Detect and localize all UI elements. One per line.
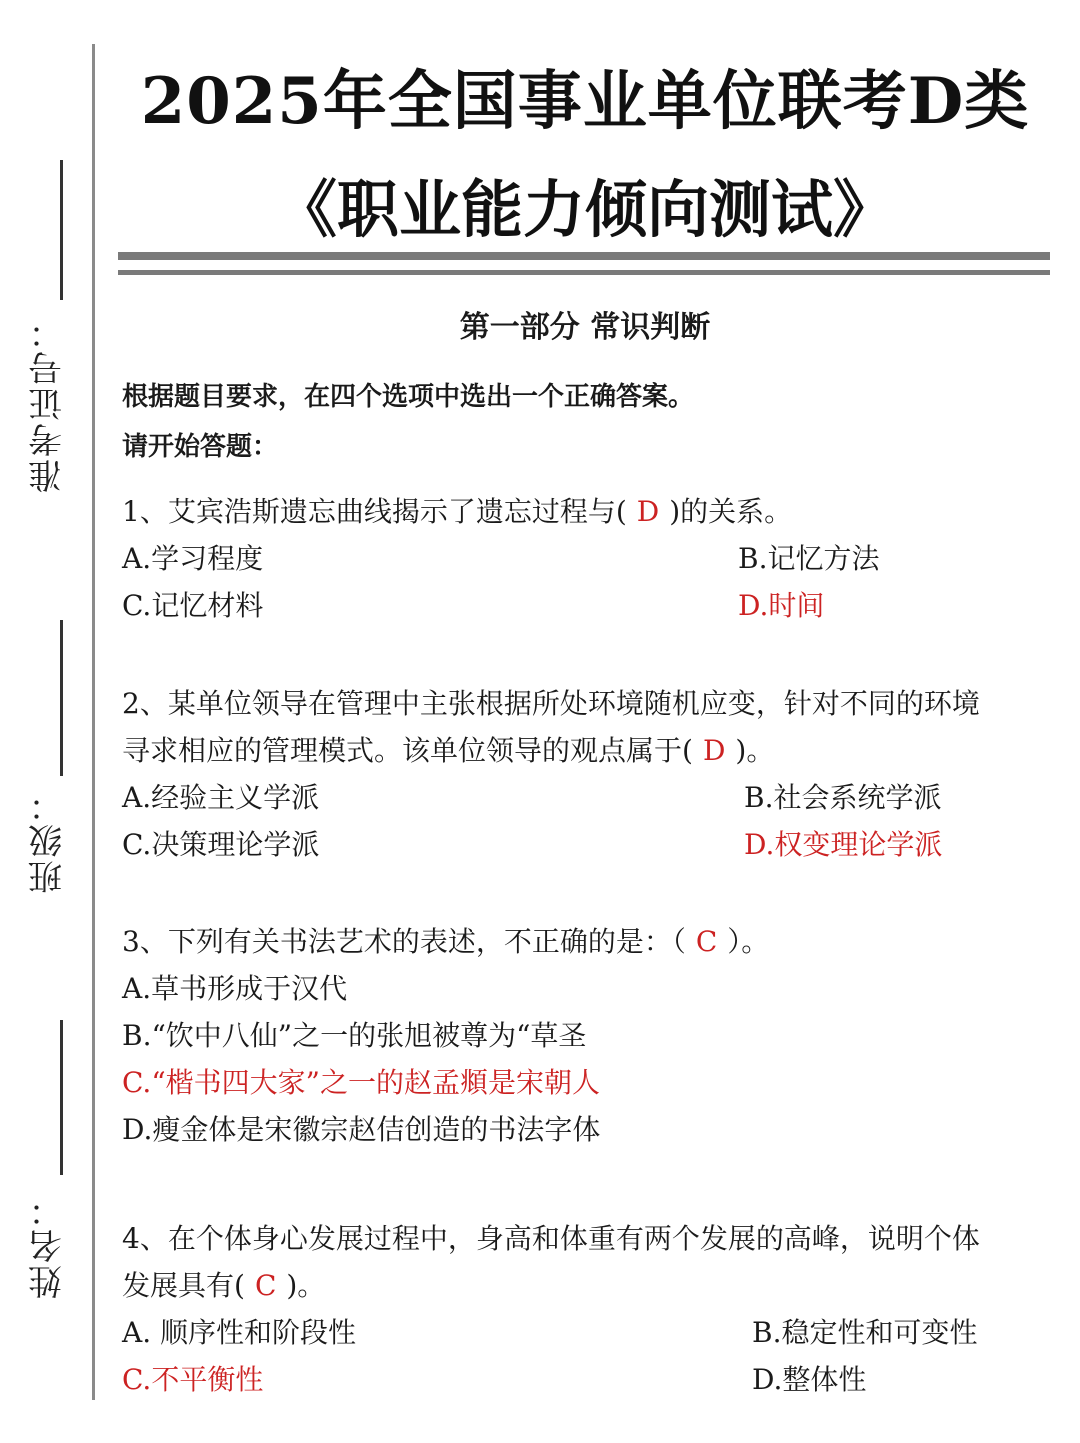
question-3-answer: C — [695, 925, 718, 958]
class-label: 班级： — [28, 786, 69, 894]
instructions-start: 请开始答题： — [122, 432, 279, 462]
question-4-answer: C — [254, 1269, 277, 1302]
section-title: 第一部分 常识判断 — [459, 310, 711, 345]
option-b[interactable]: B.稳定性和可变性 — [752, 1316, 978, 1349]
exam-number-line[interactable] — [60, 160, 63, 300]
exam-number-label: 准考证号： — [28, 313, 69, 493]
option-a[interactable]: A. 顺序性和阶段性 — [122, 1316, 357, 1349]
question-2-stem-line2: 寻求相应的管理模式。该单位领导的观点属于( D )。 — [122, 734, 775, 767]
option-c[interactable]: C.决策理论学派 — [122, 828, 320, 861]
option-a[interactable]: A.学习程度 — [122, 542, 264, 575]
name-line[interactable] — [60, 1020, 63, 1175]
question-2-answer: D — [702, 734, 726, 767]
instructions-line: 根据题目要求，在四个选项中选出一个正确答案。 — [122, 382, 695, 412]
binding-margin-line — [92, 44, 95, 1400]
question-3-stem: 3、下列有关书法艺术的表述，不正确的是：（ C ）。 — [122, 925, 770, 958]
question-2-stem-line1: 2、某单位领导在管理中主张根据所处环境随机应变，针对不同的环境 — [122, 687, 980, 720]
question-4-stem-line2: 发展具有( C )。 — [122, 1269, 326, 1302]
option-c-correct[interactable]: C.不平衡性 — [122, 1363, 264, 1396]
page-subtitle: 《职业能力倾向测试》 — [274, 173, 895, 246]
name-label: 姓名： — [28, 1191, 69, 1299]
question-4-stem-line1: 4、在个体身心发展过程中，身高和体重有两个发展的高峰，说明个体 — [122, 1222, 980, 1255]
question-1-answer: D — [636, 495, 660, 528]
option-d[interactable]: D.瘦金体是宋徽宗赵佶创造的书法字体 — [122, 1113, 601, 1146]
option-b[interactable]: B.社会系统学派 — [744, 781, 942, 814]
option-c[interactable]: C.记忆材料 — [122, 589, 264, 622]
header-rule-thin — [118, 270, 1050, 275]
option-a[interactable]: A.草书形成于汉代 — [122, 972, 348, 1005]
option-c-correct[interactable]: C.“楷书四大家”之一的赵孟頫是宋朝人 — [122, 1066, 600, 1099]
option-b[interactable]: B.记忆方法 — [738, 542, 880, 575]
option-d[interactable]: D.整体性 — [752, 1363, 867, 1396]
option-b[interactable]: B.“饮中八仙”之一的张旭被尊为“草圣 — [122, 1019, 587, 1052]
page-title: 2025年全国事业单位联考D类 — [140, 64, 1030, 139]
option-d-correct[interactable]: D.时间 — [738, 589, 825, 622]
option-d-correct[interactable]: D.权变理论学派 — [744, 828, 943, 861]
question-1-stem: 1、艾宾浩斯遗忘曲线揭示了遗忘过程与( D )的关系。 — [122, 495, 793, 528]
header-rule-thick — [118, 252, 1050, 260]
class-line[interactable] — [60, 620, 63, 776]
option-a[interactable]: A.经验主义学派 — [122, 781, 320, 814]
